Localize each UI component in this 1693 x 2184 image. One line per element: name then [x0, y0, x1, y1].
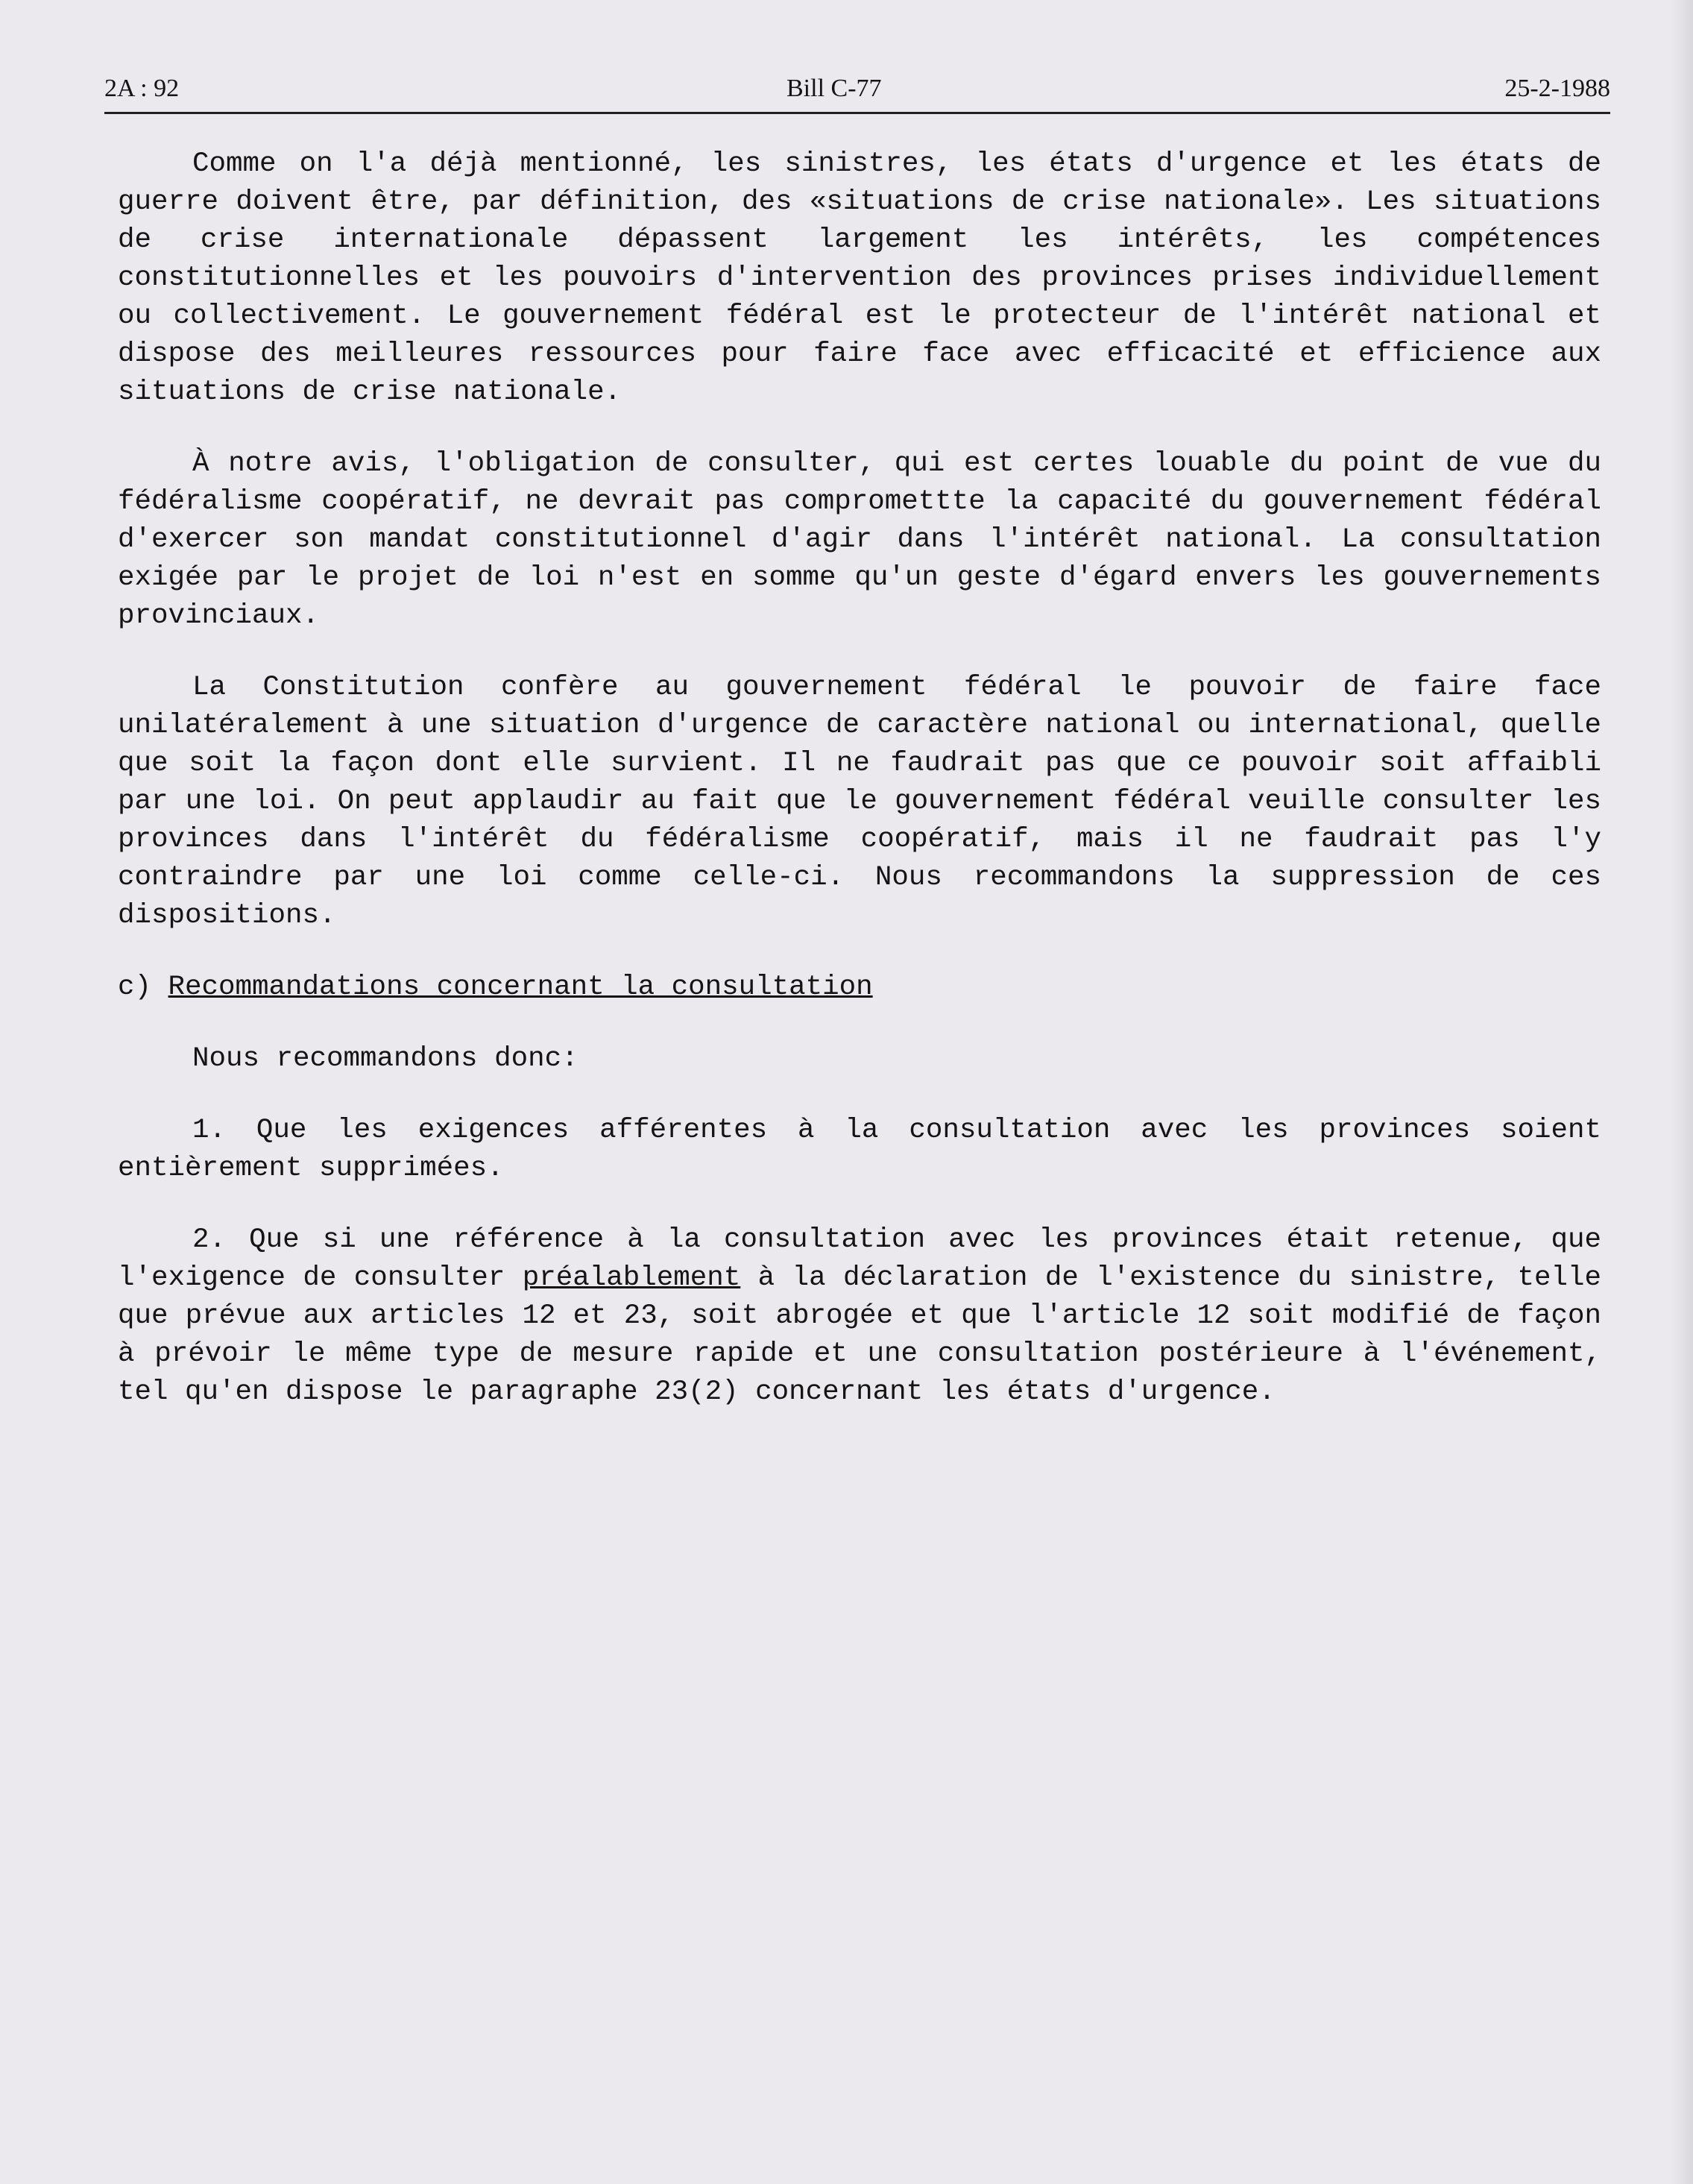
recommendation-2-text-a: 2. Que si une référence à la consultation avec les provinces était retenue, que l'exigence de consulter: [118, 1224, 1601, 1294]
paragraph-crise-nationale: Comme on l'a déjà mentionné, les sinistres, les états d'urgence et les états de guerre doivent être, par définition, des «situations de crise nationale». Les situations de crise internationale dépassent largement les intérêts, les compétences constitutionnelles et les pouvoirs d'intervention des provinces prises individuellement ou collectivement. Le gouvernement fédéral est le protecteur de l'intérêt national et dispose des meilleures ressources pour faire face avec efficacité et efficience aux situations de crise nationale.: [118, 148, 1601, 408]
recommendation-1: 1. Que les exigences afférentes à la consultation avec les provinces soient entièrement supprimées.: [118, 1115, 1601, 1184]
page-edge-shadow: [1671, 0, 1693, 2184]
recommendation-2-emphasis: préalablement: [522, 1262, 741, 1294]
recommendation-2-text-b: à la déclaration de l'existence du sinistre, telle que prévue aux articles 12 et 23, soit abrogée et que l'article 12 soit modifié de façon à prévoir le même type de mesure rapide et une consultation postérieure à l'événement, tel qu'en dispose le paragraphe 23(2) concernant les états d'urgence.: [118, 1262, 1602, 1408]
recommendations-intro: Nous recommandons donc:: [192, 1043, 578, 1074]
header-rule: [104, 112, 1610, 114]
section-heading-title: Recommandations concernant la consultation: [168, 972, 873, 1003]
page-reference: 2A : 92: [104, 75, 180, 102]
paragraph-obligation-consulter: À notre avis, l'obligation de consulter, qui est certes louable du point de vue du fédéralisme coopératif, ne devrait pas compromettte la capacité du gouvernement fédéral d'exercer son mandat constitutionnel d'agir dans l'intérêt national. La consultation exigée par le projet de loi n'est en somme qu'un geste d'égard envers les gouvernements provinciaux.: [118, 448, 1601, 632]
section-heading: [118, 969, 1601, 1007]
recommendation-2: [118, 1221, 1601, 1412]
section-heading-prefix: c): [118, 972, 168, 1003]
bill-title: Bill C-77: [786, 75, 882, 102]
document-body: [118, 145, 1601, 1445]
header-date: 25-2-1988: [1504, 75, 1610, 102]
paragraph-constitution: La Constitution confère au gouvernement fédéral le pouvoir de faire face unilatéralement à une situation d'urgence de caractère national ou international, quelle que soit la façon dont elle survient. Il ne faudrait pas que ce pouvoir soit affaibli par une loi. On peut applaudir au fait que le gouvernement fédéral veuille consulter les provinces dans l'intérêt du fédéralisme coopératif, mais il ne faudrait pas l'y contraindre par une loi comme celle-ci. Nous recommandons la suppression de ces dispositions.: [118, 672, 1601, 931]
